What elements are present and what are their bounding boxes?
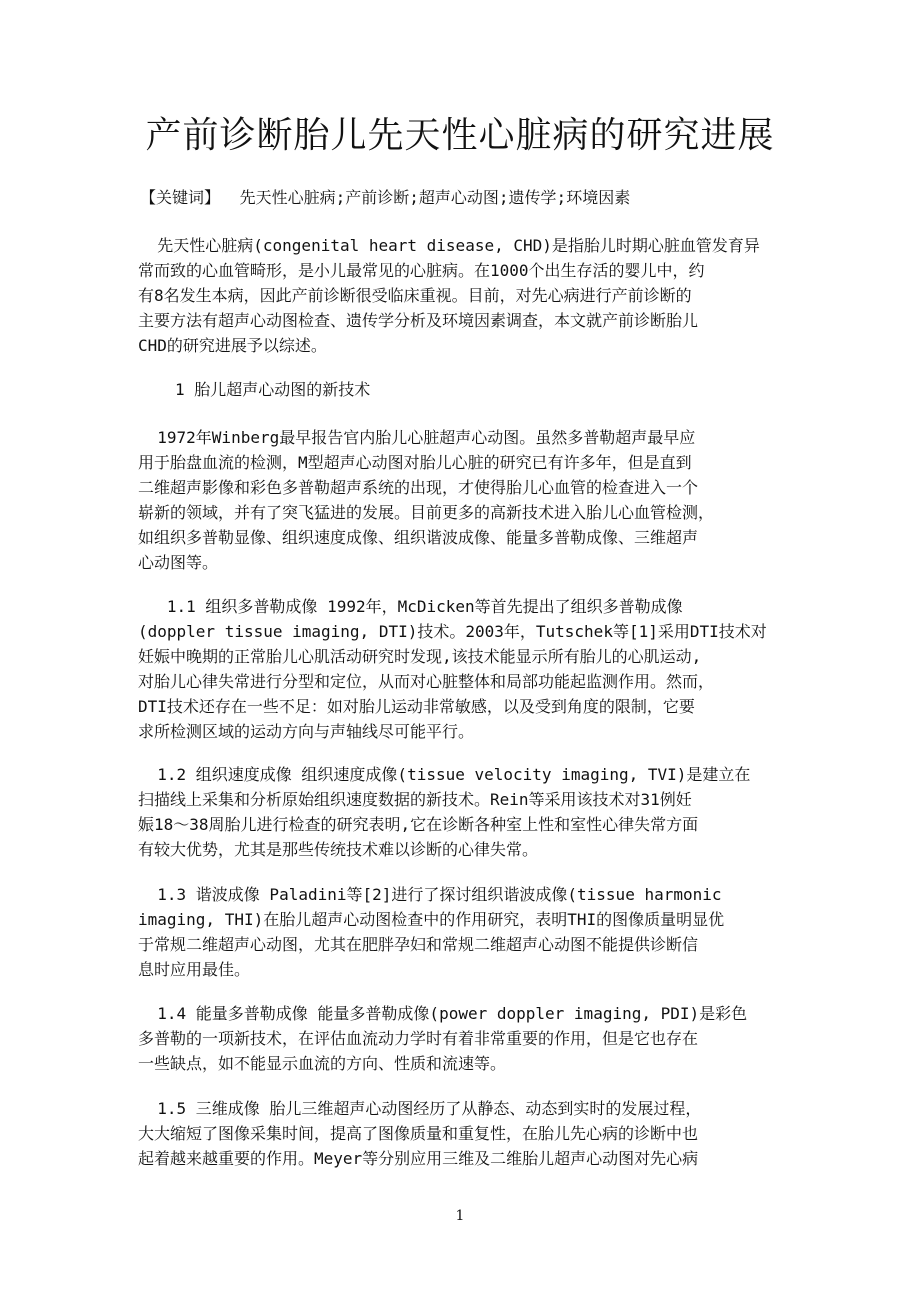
text-line: imaging, THI)在胎儿超声心动图检查中的作用研究，表明THI的图像质量明显优 [138, 910, 725, 929]
text-line: (doppler tissue imaging, DTI)技术。2003年，Tutschek等[1]采用DTI技术对 [138, 622, 767, 641]
text-line: 二维超声影像和彩色多普勒超声系统的出现，才使得胎儿心血管的检查进入一个 [138, 478, 699, 497]
text-line: 1972年Winberg最早报告官内胎儿心脏超声心动图。虽然多普勒超声最早应 [138, 428, 696, 447]
text-line: 妊娠中晚期的正常胎儿心肌活动研究时发现,该技术能显示所有胎儿的心肌运动, [138, 647, 702, 666]
text-line: 常而致的心血管畸形，是小儿最常见的心脏病。在1000个出生存活的婴儿中，约 [138, 261, 705, 280]
section-heading: 1 胎儿超声心动图的新技术 [175, 380, 371, 399]
page-number: 1 [455, 1208, 465, 1224]
keywords-line [140, 186, 800, 210]
text-line: 1.2 组织速度成像 组织速度成像(tissue velocity imaging, TVI)是建立在 [138, 765, 751, 784]
intro-paragraph [138, 233, 796, 358]
text-line: CHD的研究进展予以综述。 [138, 336, 327, 355]
text-line: 1.1 组织多普勒成像 1992年，McDicken等首先提出了组织多普勒成像 [138, 597, 683, 616]
paragraph-1-4 [138, 1001, 796, 1076]
text-line: 1.5 三维成像 胎儿三维超声心动图经历了从静态、动态到实时的发展过程， [138, 1099, 702, 1118]
text-line: 心动图等。 [138, 553, 219, 572]
text-line: 有较大优势，尤其是那些传统技术难以诊断的心律失常。 [138, 840, 539, 859]
paragraph-1-5 [138, 1096, 796, 1171]
text-line: 一些缺点，如不能显示血流的方向、性质和流速等。 [138, 1054, 507, 1073]
text-line: 用于胎盘血流的检测，M型超声心动图对胎儿心脏的研究已有许多年，但是直到 [138, 453, 692, 472]
text-line: 多普勒的一项新技术，在评估血流动力学时有着非常重要的作用，但是它也存在 [138, 1029, 699, 1048]
text-line: 息时应用最佳。 [138, 960, 251, 979]
page-title: 产前诊断胎儿先天性心脏病的研究进展 [145, 115, 775, 156]
text-line: 主要方法有超声心动图检查、遗传学分析及环境因素调查，本文就产前诊断胎儿 [138, 311, 699, 330]
paragraph-1-2 [138, 762, 796, 862]
text-line: 大大缩短了图像采集时间，提高了图像质量和重复性，在胎儿先心病的诊断中也 [138, 1124, 699, 1143]
text-line: 先天性心脏病(congenital heart disease, CHD)是指胎儿时期心脏血管发育异 [138, 236, 760, 255]
text-line: 娠18～38周胎儿进行检查的研究表明,它在诊断各种室上性和室性心律失常方面 [138, 815, 699, 834]
paragraph-1972 [138, 425, 796, 575]
text-line: 求所检测区域的运动方向与声轴线尽可能平行。 [138, 722, 475, 741]
text-line: 1.4 能量多普勒成像 能量多普勒成像(power doppler imaging, PDI)是彩色 [138, 1004, 748, 1023]
text-line: 于常规二维超声心动图，尤其在肥胖孕妇和常规二维超声心动图不能提供诊断信 [138, 935, 699, 954]
paragraph-1-1 [138, 594, 796, 744]
text-line: 起着越来越重要的作用。Meyer等分别应用三维及二维胎儿超声心动图对先心病 [138, 1149, 699, 1168]
keywords-text: 先天性心脏病;产前诊断;超声心动图;遗传学;环境因素 [239, 188, 631, 207]
text-line: 对胎儿心律失常进行分型和定位，从而对心脏整体和局部功能起监测作用。然而， [138, 672, 715, 691]
text-line: 如组织多普勒显像、组织速度成像、组织谐波成像、能量多普勒成像、三维超声 [138, 528, 699, 547]
text-line: 崭新的领域，并有了突飞猛进的发展。目前更多的高新技术进入胎儿心血管检测， [138, 503, 715, 522]
paragraph-1-3 [138, 882, 796, 982]
text-line: DTI技术还存在一些不足：如对胎儿运动非常敏感，以及受到角度的限制，它要 [138, 697, 695, 716]
text-line: 扫描线上采集和分析原始组织速度数据的新技术。Rein等采用该技术对31例妊 [138, 790, 692, 809]
keywords-label: 【关键词】 [140, 188, 221, 207]
text-line: 1.3 谐波成像 Paladini等[2]进行了探讨组织谐波成像(tissue harmonic [138, 885, 722, 904]
text-line: 有8名发生本病，因此产前诊断很受临床重视。目前，对先心病进行产前诊断的 [138, 286, 692, 305]
